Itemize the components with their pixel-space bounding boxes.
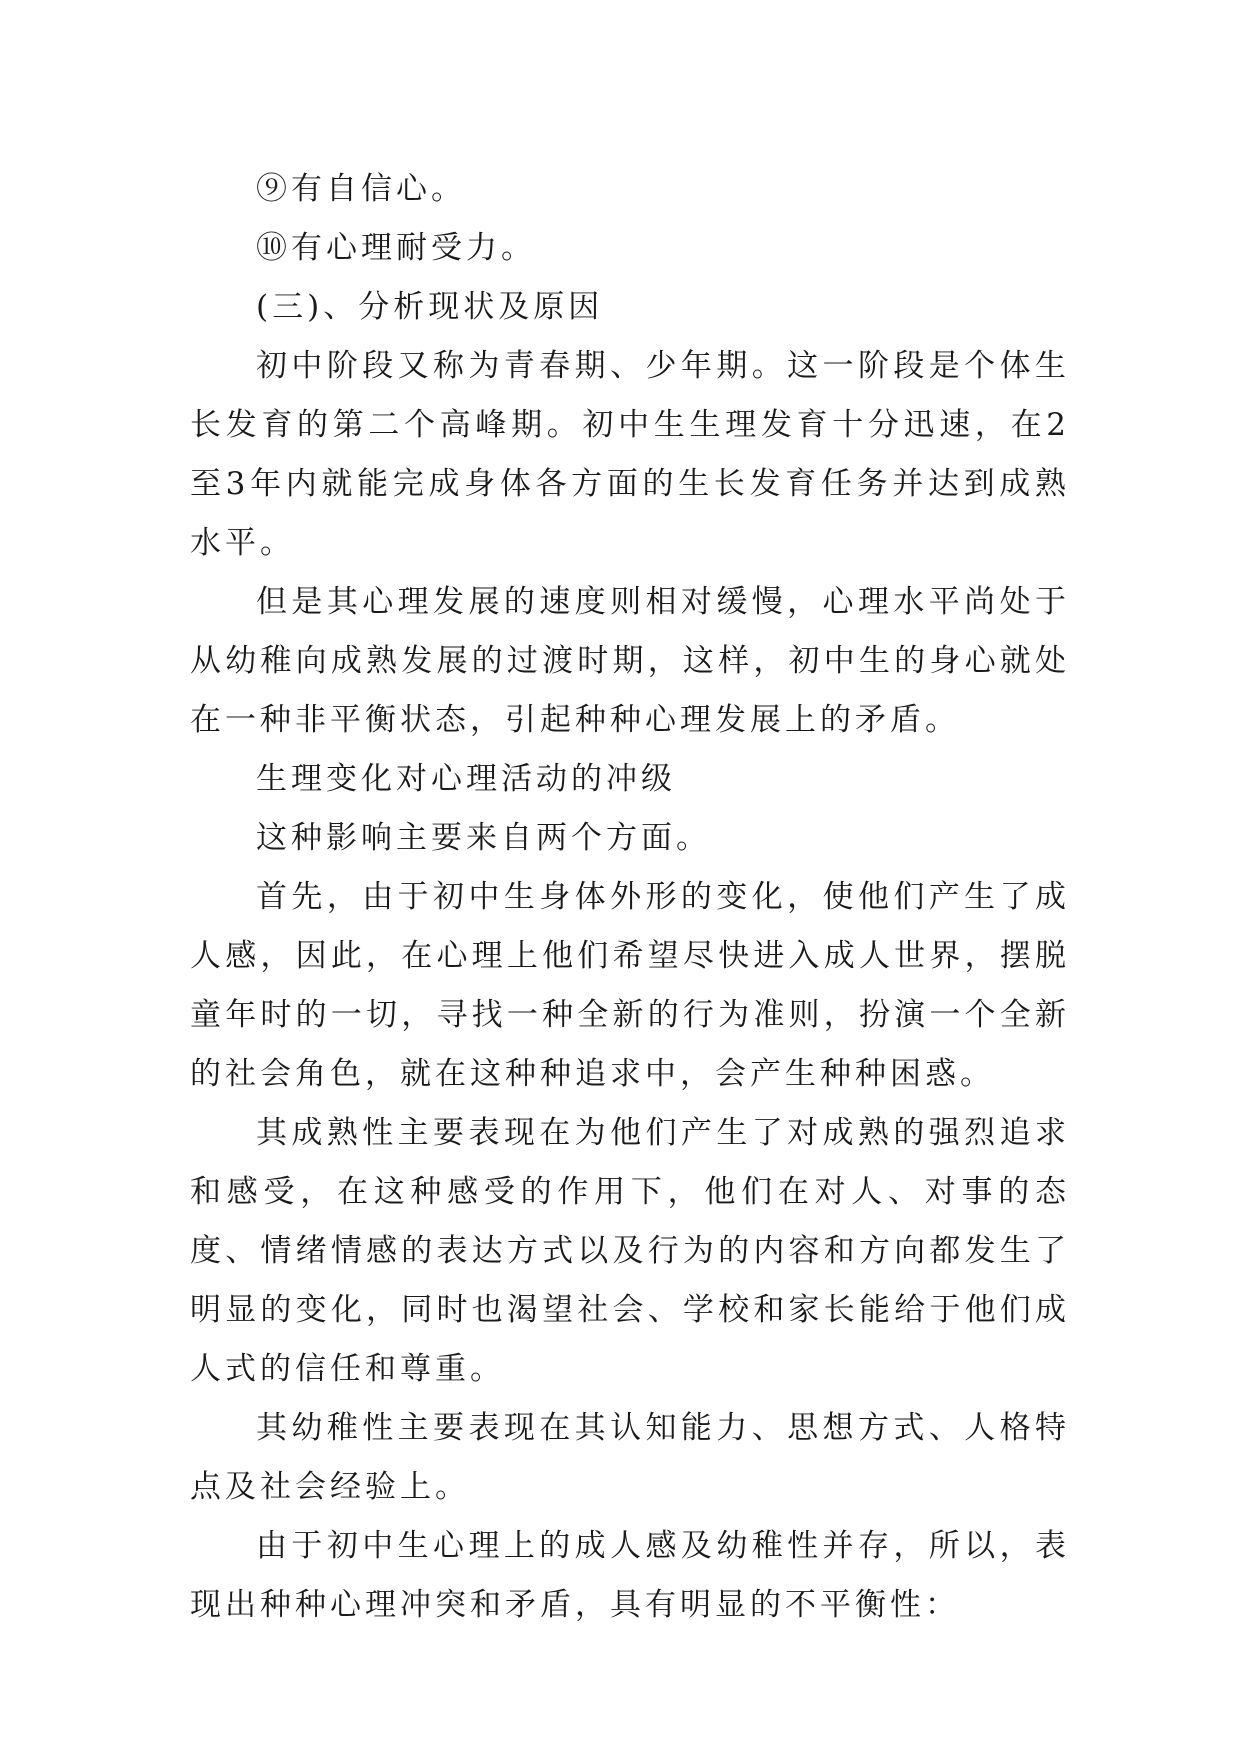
- paragraph-item-9: ⑨有自信心。: [256, 171, 466, 207]
- paragraph: 首先，由于初中生身体外形的变化，使他们产生了成人感，因此，在心理上他们希望尽快进入成人世界，摆脱童年时的一切，寻找一种全新的行为准则，扮演一个全新的社会角色，就在这种种追求中，会产生种种困惑。: [190, 879, 1070, 1092]
- subheading: 生理变化对心理活动的冲级: [256, 761, 676, 797]
- paragraph: 其成熟性主要表现在为他们产生了对成熟的强烈追求和感受，在这种感受的作用下，他们在对人、对事的态度、情绪情感的表达方式以及行为的内容和方向都发生了明显的变化，同时也渴望社会、学校和家长能给于他们成人式的信任和尊重。: [190, 1115, 1070, 1387]
- document-body: [190, 160, 1070, 1635]
- section-heading: (三)、分析现状及原因: [256, 289, 604, 325]
- paragraph: 这种影响主要来自两个方面。: [256, 820, 711, 856]
- paragraph-item-10: ⑩有心理耐受力。: [256, 230, 536, 266]
- paragraph: 由于初中生心理上的成人感及幼稚性并存，所以，表现出种种心理冲突和矛盾，具有明显的不平衡性：: [190, 1528, 1070, 1623]
- paragraph: 其幼稚性主要表现在其认知能力、思想方式、人格特点及社会经验上。: [190, 1410, 1070, 1505]
- paragraph: 初中阶段又称为青春期、少年期。这一阶段是个体生长发育的第二个高峰期。初中生生理发育十分迅速，在2至3年内就能完成身体各方面的生长发育任务并达到成熟水平。: [190, 348, 1070, 561]
- paragraph: 但是其心理发展的速度则相对缓慢，心理水平尚处于从幼稚向成熟发展的过渡时期，这样，初中生的身心就处在一种非平衡状态，引起种种心理发展上的矛盾。: [190, 584, 1070, 738]
